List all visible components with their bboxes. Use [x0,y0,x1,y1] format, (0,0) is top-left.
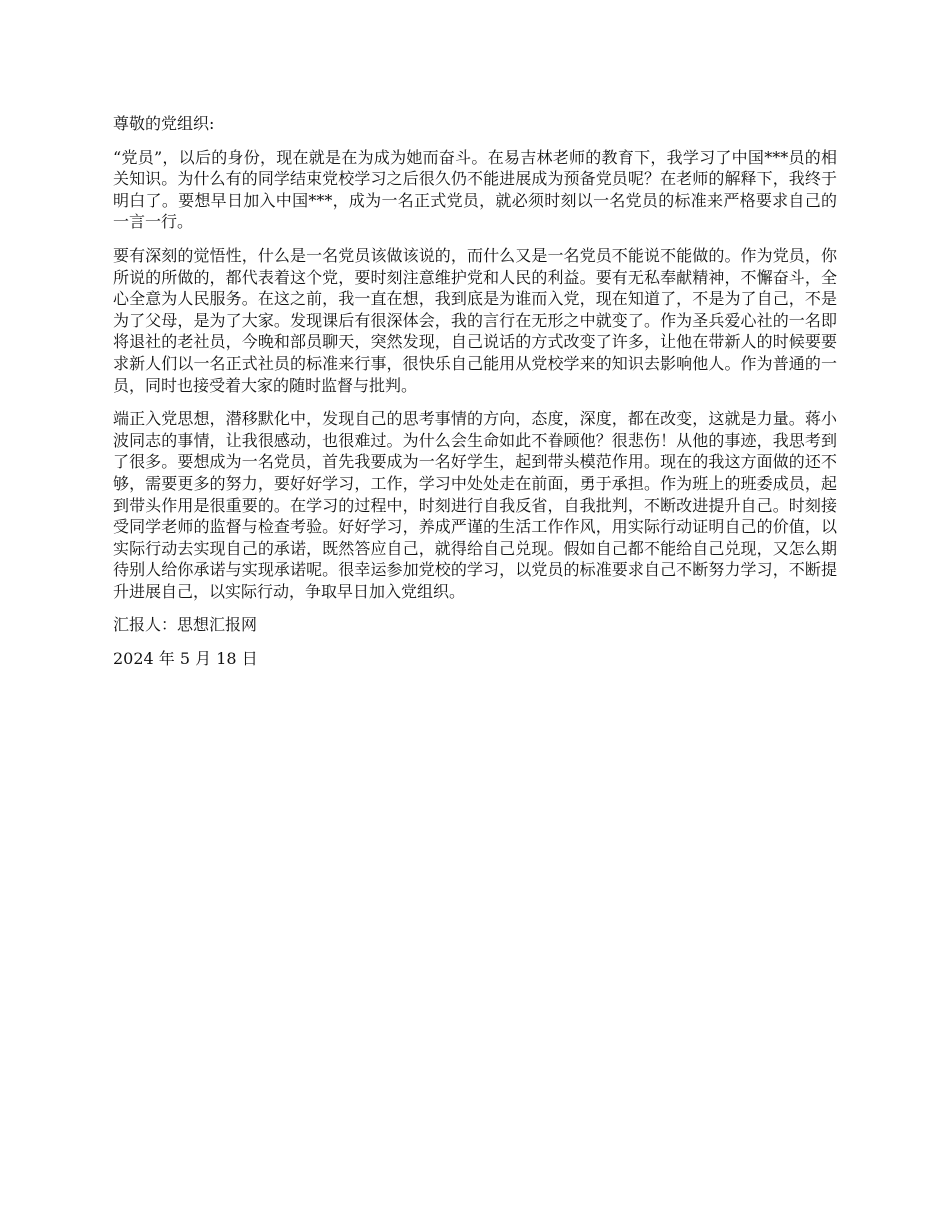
letter-greeting: 尊敬的党组织: [113,114,215,133]
letter-paragraph-3: 端正入党思想，潜移默化中，发现自己的思考事情的方向，态度，深度，都在改变，这就是力量。蒋小波同志的事情，让我很感动，也很难过。为什么会生命如此不眷顾他？很悲伤！从他的事迹，我思考到了很多。要想成为一名党员，首先我要成为一名好学生，起到带头模范作用。现在的我这方面做的还不够，需要更多的努力，要好好学习，工作，学习中处处走在前面，勇于承担。作为班上的班委成员，起到带头作用是很重要的。在学习的过程中，时刻进行自我反省，自我批判，不断改进提升自己。时刻接受同学老师的监督与检查考验。好好学习，养成严谨的生活工作作风，用实际行动证明自己的价值，以实际行动去实现自己的承诺，既然答应自己，就得给自己兑现。假如自己都不能给自己兑现，又怎么期待别人给你承诺与实现承诺呢。很幸运参加党校的学习，以党员的标准要求自己不断努力学习，不断提升进展自己，以实际行动，争取早日加入党组织。 [113,409,837,601]
letter-reporter: 汇报人：思想汇报网 [113,615,258,635]
letter-date: 2024 年 5 月 18 日 [113,649,258,669]
letter-paragraph-2: 要有深刻的觉悟性，什么是一名党员该做该说的，而什么又是一名党员不能说不能做的。作为党员，你所说的所做的，都代表着这个党，要时刻注意维护党和人民的利益。要有无私奉献精神，不懈奋斗，全心全意为人民服务。在这之前，我一直在想，我到底是为谁而入党，现在知道了，不是为了自己，不是为了父母，是为了大家。发现课后有很深体会，我的言行在无形之中就变了。作为圣兵爱心社的一名即将退社的老社员，今晚和部员聊天，突然发现，自己说话的方式改变了许多，让他在带新人的时候要要求新人们以一名正式社员的标准来行事，很快乐自己能用从党校学来的知识去影响他人。作为普通的一员，同时也接受着大家的随时监督与批判。 [113,245,837,395]
letter-paragraph-1: “党员”，以后的身份，现在就是在为成为她而奋斗。在易吉林老师的教育下，我学习了中国***员的相关知识。为什么有的同学结束党校学习之后很久仍不能进展成为预备党员呢？在老师的解释下，我终于明白了。要想早日加入中国***，成为一名正式党员，就必须时刻以一名党员的标准来严格要求自己的一言一行。 [113,147,837,232]
document-page [113,113,837,670]
